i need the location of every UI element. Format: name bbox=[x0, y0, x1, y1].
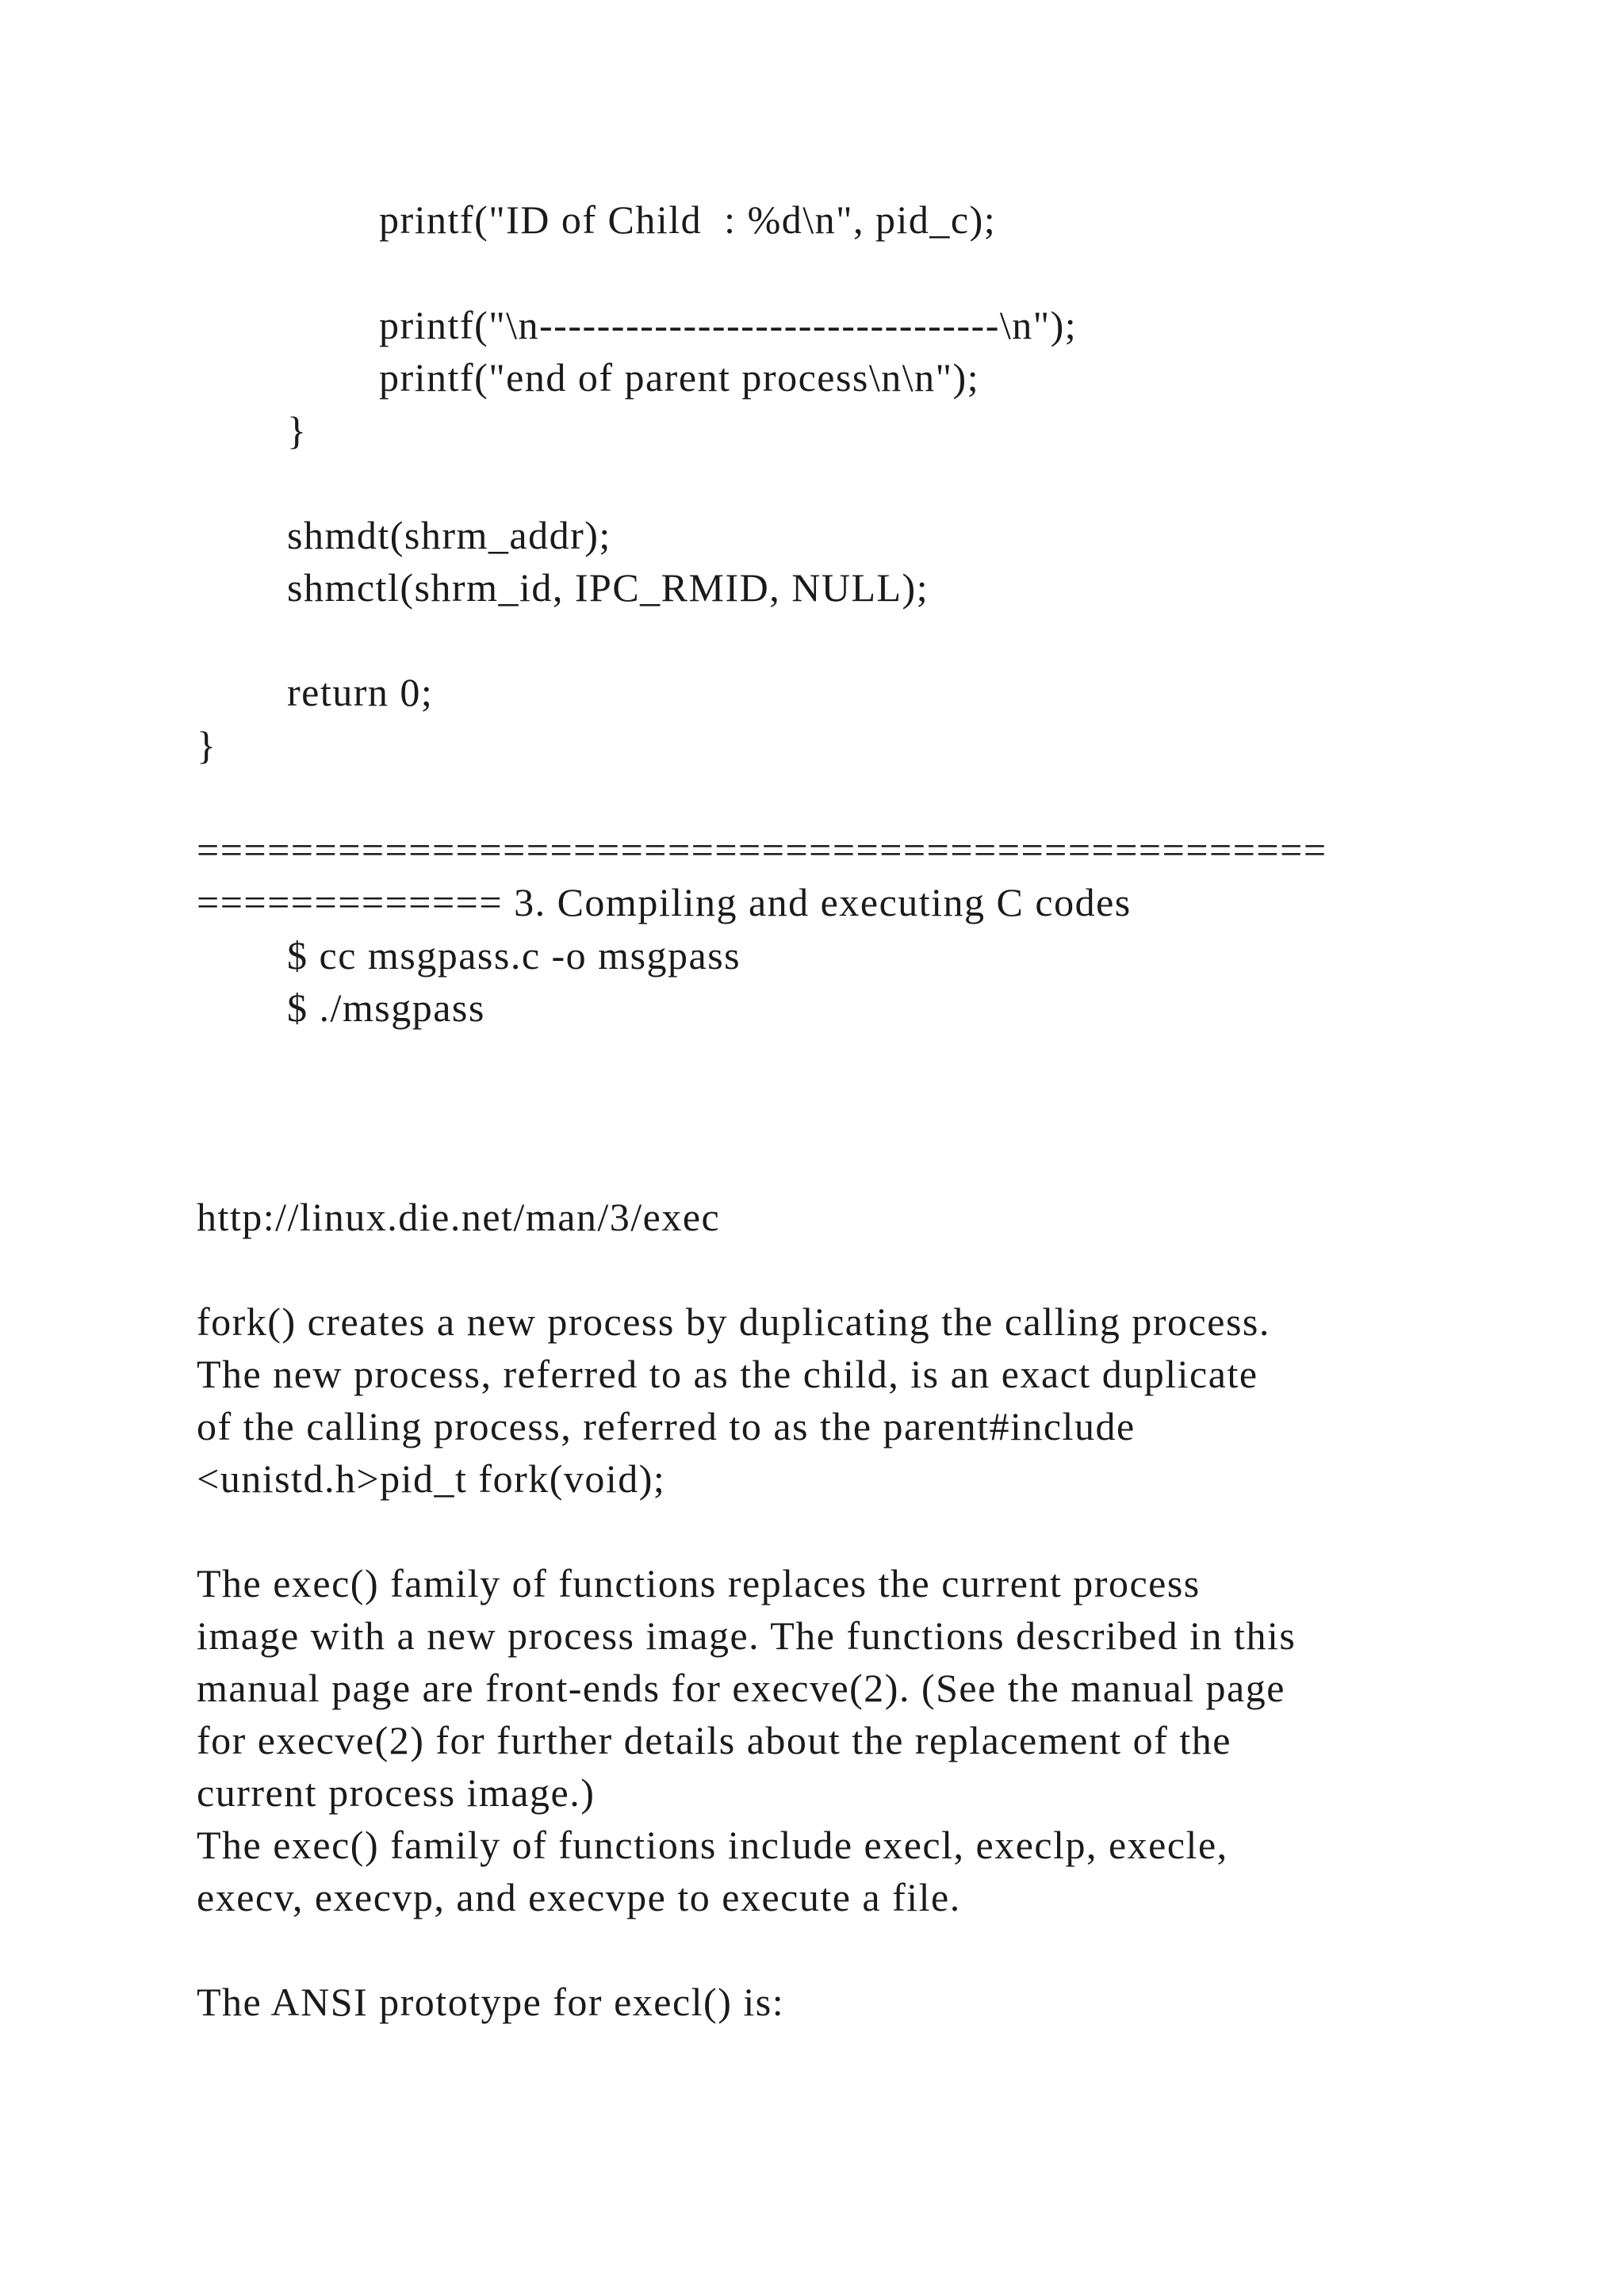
code-line-printf-child-id: printf("ID of Child : %d\n", pid_c); bbox=[379, 197, 997, 242]
command-run: $ ./msgpass bbox=[287, 985, 485, 1030]
section-heading-compiling: ============= 3. Compiling and executing C codes bbox=[197, 880, 1132, 924]
fork-paragraph-line: of the calling process, referred to as the parent#include bbox=[197, 1404, 1136, 1448]
reference-url: http://linux.die.net/man/3/exec bbox=[197, 1195, 721, 1239]
fork-paragraph-line: <unistd.h>pid_t fork(void); bbox=[197, 1456, 666, 1501]
exec-paragraph-line: image with a new process image. The functions described in this bbox=[197, 1613, 1297, 1658]
prototype-heading: The ANSI prototype for execl() is: bbox=[197, 1980, 785, 2024]
code-line-shmctl: shmctl(shrm_id, IPC_RMID, NULL); bbox=[287, 565, 929, 610]
exec-paragraph-line: for execve(2) for further details about the replacement of the bbox=[197, 1718, 1231, 1762]
separator-line: ================================================ bbox=[197, 828, 1327, 872]
code-line-printf-divider: printf("\n--------------------------------\n"); bbox=[379, 303, 1078, 347]
exec-paragraph-line: manual page are front-ends for execve(2). (See the manual page bbox=[197, 1666, 1285, 1710]
code-line-printf-end-parent: printf("end of parent process\n\n"); bbox=[379, 355, 980, 400]
code-line-return: return 0; bbox=[287, 670, 434, 714]
code-line-shmdt: shmdt(shrm_addr); bbox=[287, 513, 611, 557]
exec-paragraph-line: current process image.) bbox=[197, 1770, 596, 1815]
code-line-final-brace: } bbox=[197, 723, 217, 767]
fork-paragraph-line: fork() creates a new process by duplicating the calling process. bbox=[197, 1299, 1270, 1344]
command-compile: $ cc msgpass.c -o msgpass bbox=[287, 933, 741, 978]
exec-paragraph-line: The exec() family of functions replaces the current process bbox=[197, 1561, 1201, 1605]
exec-paragraph-line: execv, execvp, and execvpe to execute a file. bbox=[197, 1875, 961, 1919]
exec-paragraph-line: The exec() family of functions include execl, execlp, execle, bbox=[197, 1823, 1228, 1867]
code-line-close-brace: } bbox=[287, 408, 308, 453]
fork-paragraph-line: The new process, referred to as the child, is an exact duplicate bbox=[197, 1352, 1258, 1396]
